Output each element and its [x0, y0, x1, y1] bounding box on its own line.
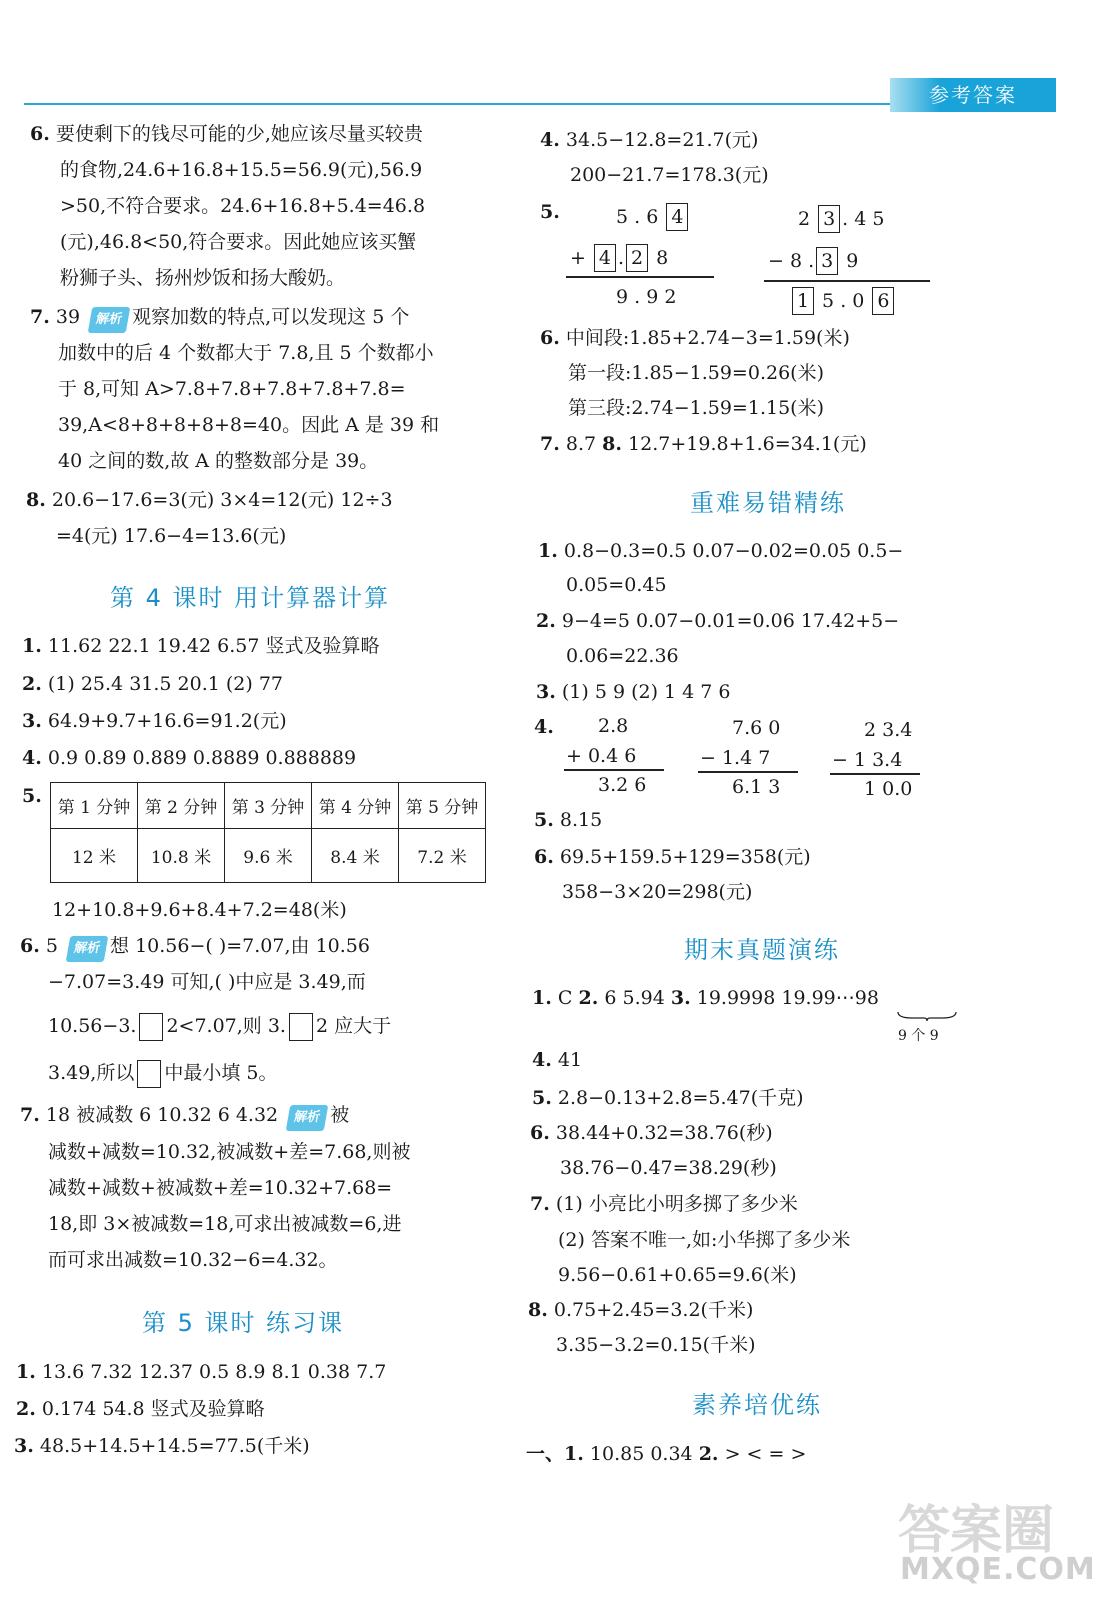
digit: .: [634, 206, 641, 228]
h-a1-line1: [538, 539, 903, 563]
s4-a2: [22, 672, 283, 696]
table-cell: 7.2 米: [399, 829, 486, 883]
s4-a7-line3: 减数+减数+被减数+差=10.32+7.68=: [48, 1177, 393, 1199]
h-a6-line1: [534, 845, 811, 869]
s4-a7-number: 7.: [20, 1104, 40, 1126]
f-a4-number: 4.: [532, 1049, 552, 1071]
h-v2-mid: − 1.4 7: [700, 747, 771, 769]
s5-a2-text: 0.174 54.8 竖式及验算略: [41, 1398, 265, 1420]
h-v2-top: 7.6 0: [732, 717, 781, 739]
underbrace: [896, 1010, 958, 1022]
section-lesson5-title: 第 5 课时 练习课: [142, 1309, 345, 1337]
f-a6-text: 38.44+0.32=38.76(秒): [555, 1122, 773, 1144]
s4-a6-text-e: 中最小填 5。: [164, 1062, 278, 1084]
h-a2-text: 9−4=5 0.07−0.01=0.06 17.42+5−: [561, 610, 900, 632]
section-final-title: 期末真题演练: [684, 936, 840, 964]
s5-a2: [16, 1397, 265, 1421]
sum-rule: [566, 276, 714, 278]
h-v3-result: 1 0.0: [864, 778, 913, 800]
digit: .: [634, 286, 641, 308]
table-header-row: [51, 783, 486, 829]
section-literacy-title: 素养培优练: [692, 1391, 822, 1419]
section-lesson4-title: 第 4 课时 用计算器计算: [110, 584, 391, 612]
s4-a6-text-c: 2 应大于: [315, 1015, 392, 1037]
vertical-subtraction-top: [798, 205, 884, 233]
table-header-cell: 第 4 分钟: [312, 783, 399, 829]
f-a1: [532, 986, 879, 1010]
r-a8-number: 8.: [602, 433, 622, 455]
digit: 2: [664, 286, 677, 308]
f-a6-line2: 38.76−0.47=38.29(秒): [560, 1157, 777, 1179]
lit-text: 10.85 0.34: [589, 1443, 693, 1465]
table-cell: 12 米: [51, 829, 138, 883]
table-cell: 10.8 米: [138, 829, 225, 883]
s4-a6-answer: 5: [45, 935, 58, 957]
s4-a4-number: 4.: [22, 747, 42, 769]
r-a4-number: 4.: [540, 129, 560, 151]
s4-a2-number: 2.: [22, 673, 42, 695]
s4-a6-text-b: 2<7.07,则 3.: [166, 1015, 286, 1037]
s4-a7-line2: 减数+减数=10.32,被减数+差=7.68,则被: [48, 1141, 411, 1163]
s4-a2-text: (1) 25.4 31.5 20.1 (2) 77: [47, 673, 284, 695]
s4-a3: [22, 709, 287, 733]
digit: 9: [646, 286, 659, 308]
h-v1-rule: [564, 769, 664, 771]
f-a5-number: 5.: [532, 1087, 552, 1109]
r-a4-line1: [540, 128, 758, 152]
f-a7-line3: 9.56−0.61+0.65=9.6(米): [558, 1264, 797, 1286]
h-a6-line2: 358−3×20=298(元): [562, 881, 753, 903]
f-a4-text: 41: [557, 1049, 583, 1071]
f-a1-text: C: [557, 987, 573, 1009]
s4-a3-text: 64.9+9.7+16.6=91.2(元): [47, 710, 287, 732]
operator: +: [570, 247, 586, 269]
q6-line3: >50,不符合要求。24.6+16.8+5.4=46.8: [60, 195, 426, 217]
f-a2-text: 6 5.94: [604, 987, 665, 1009]
r-a6-number: 6.: [540, 327, 560, 349]
h-a2-number: 2.: [536, 610, 556, 632]
q6-line4: (元),46.8<50,符合要求。因此她应该买蟹: [60, 231, 417, 253]
h-v2-rule: [698, 771, 798, 773]
h-v3-rule: [830, 773, 920, 775]
r-a6-line2: 第一段:1.85−1.59=0.26(米): [568, 362, 824, 384]
filled-box: 6: [872, 287, 894, 315]
h-a5-text: 8.15: [559, 809, 603, 831]
h-a2-line2: 0.06=22.36: [566, 645, 679, 667]
table-cell: 9.6 米: [225, 829, 312, 883]
digit: 9: [846, 250, 859, 272]
r-a5-number: 5.: [540, 201, 560, 223]
q6-line5: 粉狮子头、扬州炒饭和扬大酸奶。: [60, 267, 346, 289]
q7-line5: 40 之间的数,故 A 的整数部分是 39。: [58, 450, 379, 472]
s4-a6-text-a: 10.56−3.: [48, 1015, 137, 1037]
digit: 5: [872, 208, 885, 230]
h-v1-result: 3.2 6: [598, 774, 647, 796]
r-a78: [540, 432, 867, 456]
header-rule: [24, 103, 904, 105]
s5-a3: [14, 1434, 310, 1458]
h-a2-line1: [536, 609, 899, 633]
table-header-cell: 第 2 分钟: [138, 783, 225, 829]
s4-a6-line1: [20, 934, 370, 962]
filled-box: 1: [792, 287, 814, 315]
minute-distance-table: [50, 782, 486, 883]
f-a1-number: 1.: [532, 987, 552, 1009]
blank-box: [137, 1060, 161, 1088]
h-a1-line2: 0.05=0.45: [566, 574, 667, 596]
filled-box: 3: [816, 247, 838, 275]
f-a5-text: 2.8−0.13+2.8=5.47(千克): [557, 1087, 804, 1109]
table-row: [51, 829, 486, 883]
f-a8-number: 8.: [528, 1299, 548, 1321]
f-a7-line1: [530, 1192, 798, 1216]
q7-line1: [30, 305, 409, 333]
watermark-url: MXQE.COM: [900, 1552, 1096, 1587]
r-a6-line1: [540, 326, 850, 350]
h-a6-number: 6.: [534, 846, 554, 868]
s5-a1-number: 1.: [16, 1361, 36, 1383]
f-a6-number: 6.: [530, 1122, 550, 1144]
difference-rule: [764, 280, 930, 282]
filled-box: 3: [818, 205, 840, 233]
section-hard-title: 重难易错精练: [690, 489, 846, 517]
r-a7-text: 8.7: [565, 433, 597, 455]
q7-line2: 加数中的后 4 个数都大于 7.8,且 5 个数都小: [58, 342, 434, 364]
vertical-addition-top: [616, 203, 690, 231]
header-tab: 参考答案: [890, 78, 1056, 112]
lit-number: 一、1.: [526, 1443, 584, 1465]
s4-a6-text: 想 10.56−( )=7.07,由 10.56: [110, 935, 370, 957]
s4-a4: [22, 746, 356, 770]
s4-a7-text: 被: [330, 1104, 350, 1126]
f-a4: [532, 1048, 582, 1072]
h-a6-text: 69.5+159.5+129=358(元): [559, 846, 811, 868]
s4-a1-number: 1.: [22, 635, 42, 657]
h-v3-mid: − 1 3.4: [832, 749, 903, 771]
watermark-text: 答案圈: [898, 1501, 1055, 1561]
digit: .: [840, 290, 847, 312]
s4-a6-line2: −7.07=3.49 可知,( )中应是 3.49,而: [48, 971, 366, 993]
s4-a4-text: 0.9 0.89 0.889 0.8889 0.888889: [47, 747, 357, 769]
f-a8-line2: 3.35−3.2=0.15(千米): [556, 1334, 756, 1356]
h-a5: [534, 808, 602, 832]
q8-line2: =4(元) 17.6−4=13.6(元): [56, 525, 287, 547]
r-a4-line2: 200−21.7=178.3(元): [570, 164, 769, 186]
f-a5: [532, 1086, 804, 1110]
s4-a6-line3: [48, 1013, 391, 1041]
q8-number: 8.: [26, 489, 46, 511]
s4-a7-answer: 18 被减数 6 10.32 6 4.32: [45, 1104, 279, 1126]
h-v2-result: 6.1 3: [732, 776, 781, 798]
q6-text: 要使剩下的钱尽可能的少,她应该尽量买较贵: [55, 123, 423, 145]
digit: 5: [822, 290, 835, 312]
h-v1-mid: + 0.4 6: [566, 745, 637, 767]
s4-a5-sum: 12+10.8+9.6+8.4+7.2=48(米): [52, 899, 347, 921]
table-cell: 8.4 米: [312, 829, 399, 883]
filled-box: 2: [626, 244, 648, 272]
h-a3-text: (1) 5 9 (2) 1 4 7 6: [561, 681, 731, 703]
vertical-addition-mid: [570, 244, 668, 272]
s5-a1: [16, 1360, 386, 1384]
f-a3-text: 19.9998 19.99⋯98: [696, 987, 879, 1009]
h-a3-number: 3.: [536, 681, 556, 703]
h-a3: [536, 680, 731, 704]
q7-answer: 39: [55, 306, 81, 328]
vertical-subtraction-mid: [768, 247, 858, 275]
q7-number: 7.: [30, 306, 50, 328]
r-a7-number: 7.: [540, 433, 560, 455]
digit: .: [842, 208, 849, 230]
blank-box: [139, 1013, 163, 1041]
digit: 0: [852, 290, 865, 312]
h-a5-number: 5.: [534, 809, 554, 831]
table-header-cell: 第 1 分钟: [51, 783, 138, 829]
table-header-cell: 第 5 分钟: [399, 783, 486, 829]
s4-a1-text: 11.62 22.1 19.42 6.57 竖式及验算略: [47, 635, 380, 657]
vertical-addition-result: [616, 285, 676, 309]
operator: −: [768, 250, 784, 272]
q6-number: 6.: [30, 123, 50, 145]
digit: .: [617, 247, 625, 269]
vertical-subtraction-result: [790, 287, 896, 315]
filled-box: 4: [666, 203, 688, 231]
lit-line: [526, 1442, 806, 1466]
f-a7-line2: (2) 答案不唯一,如:小华掷了多少米: [558, 1229, 851, 1251]
filled-box: 4: [594, 244, 616, 272]
f-a8-line1: [528, 1298, 753, 1322]
q8-text: 20.6−17.6=3(元) 3×4=12(元) 12÷3: [51, 489, 393, 511]
q7-line3: 于 8,可知 A>7.8+7.8+7.8+7.8+7.8=: [58, 378, 406, 400]
s4-a6-line4: [48, 1060, 278, 1088]
analysis-tag: 解析: [66, 936, 109, 962]
r-a6-text: 中间段:1.85+2.74−3=1.59(米): [565, 327, 850, 349]
analysis-tag: 解析: [88, 307, 131, 333]
digit: 5: [616, 206, 629, 228]
h-a1-text: 0.8−0.3=0.5 0.07−0.02=0.05 0.5−: [563, 540, 904, 562]
h-a4-number: 4.: [534, 716, 554, 738]
s5-a3-number: 3.: [14, 1435, 34, 1457]
table-header-cell: 第 3 分钟: [225, 783, 312, 829]
s5-a2-number: 2.: [16, 1398, 36, 1420]
digit: 9: [616, 286, 629, 308]
h-v3-top: 2 3.4: [864, 719, 913, 741]
f-a8-text: 0.75+2.45=3.2(千米): [553, 1299, 754, 1321]
q7-text: 观察加数的特点,可以发现这 5 个: [132, 306, 410, 328]
s5-a3-text: 48.5+14.5+14.5=77.5(千米): [39, 1435, 310, 1457]
s5-a1-text: 13.6 7.32 12.37 0.5 8.9 8.1 0.38 7.7: [41, 1361, 387, 1383]
s4-a3-number: 3.: [22, 710, 42, 732]
digit: 2: [798, 208, 811, 230]
s4-a1: [22, 634, 379, 658]
lit-number-2: 2.: [698, 1443, 719, 1465]
q7-line4: 39,A<8+8+8+8+8=40。因此 A 是 39 和: [58, 414, 440, 436]
watermark-logo: [898, 1488, 1096, 1588]
digit: .: [808, 250, 815, 272]
s4-a6-number: 6.: [20, 935, 40, 957]
brace-label: 9 个 9: [898, 1028, 939, 1044]
digit: 8: [656, 247, 669, 269]
r-a8-text: 12.7+19.8+1.6=34.1(元): [628, 433, 867, 455]
s4-a5-number: 5.: [22, 785, 42, 807]
f-a2-number: 2.: [578, 987, 599, 1009]
h-v1-top: 2.8: [598, 715, 629, 737]
blank-box: [289, 1013, 313, 1041]
s4-a7-line1: [20, 1103, 349, 1131]
q8-line1: [26, 488, 393, 512]
h-a1-number: 1.: [538, 540, 558, 562]
f-a6-line1: [530, 1121, 773, 1145]
analysis-tag: 解析: [286, 1105, 329, 1131]
r-a6-line3: 第三段:2.74−1.59=1.15(米): [568, 397, 824, 419]
q6-line2: 的食物,24.6+16.8+15.5=56.9(元),56.9: [60, 159, 423, 181]
digit: 4: [854, 208, 867, 230]
digit: 8: [789, 250, 803, 272]
r-a4-text: 34.5−12.8=21.7(元): [565, 129, 759, 151]
digit: 6: [646, 206, 659, 228]
f-a3-number: 3.: [670, 987, 691, 1009]
s4-a6-text-d: 3.49,所以: [48, 1062, 135, 1084]
q6-line1: [30, 122, 423, 146]
s4-a7-line5: 而可求出减数=10.32−6=4.32。: [48, 1249, 338, 1271]
f-a7-text: (1) 小亮比小明多掷了多少米: [555, 1193, 798, 1215]
lit-text-2: > < = >: [724, 1443, 807, 1465]
s4-a7-line4: 18,即 3×被减数=18,可求出被减数=6,进: [48, 1213, 402, 1235]
f-a7-number: 7.: [530, 1193, 550, 1215]
